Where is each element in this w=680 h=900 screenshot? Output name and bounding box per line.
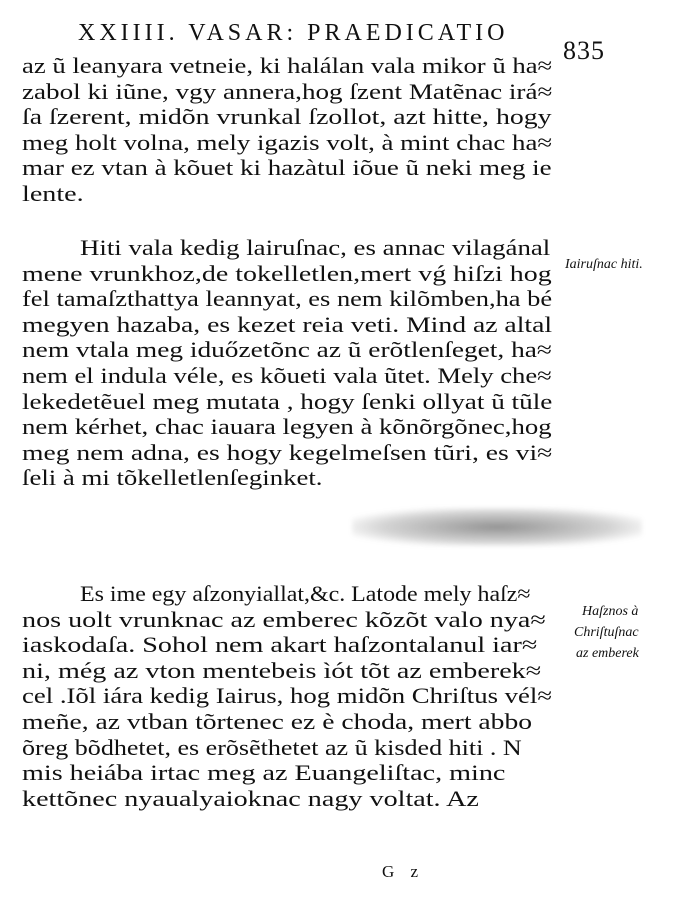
margin-note-1: Iairuſnac hiti. <box>565 257 643 272</box>
text-line: ſa ſzerent, midõn vrunkal ſzollot, azt hitte, hogy <box>22 104 552 130</box>
text-line: ni, még az vton mentebeis ìót tõt az emberek≈ <box>22 657 542 683</box>
text-line: kettõnec nyaualyaioknac nagy voltat. Az <box>22 785 479 811</box>
ink-smudge <box>352 508 642 546</box>
text-line: nem kérhet, chac iauara legyen à kõnõrgõnec,hog <box>22 414 552 440</box>
text-line: az ũ leanyara vetneie, ki halálan vala mikor ũ ha≈ <box>22 53 553 78</box>
text-line: Hiti vala kedig lairuſnac, es annac vilagánal <box>80 235 551 260</box>
page-number: 835 <box>563 36 605 65</box>
text-line: meñe, az vtban tõrtenec ez è choda, mert abbo <box>22 709 533 734</box>
text-line: õreg bõdhetet, es erõsẽthetet az ũ kisded hiti . N <box>22 734 522 760</box>
text-line: meg nem adna, es hogy kegelmeſsen tũri, es vi≈ <box>22 439 553 465</box>
catchword: G z <box>382 862 425 881</box>
text-line: nem vtala meg iduőzetõnc az ũ erõtlenſeget, ha≈ <box>22 337 552 363</box>
text-line: lekedetẽuel meg mutata , hogy ſenki ollyat ũ tũle <box>22 388 553 414</box>
text-line: mene vrunkhoz,de tokelletlen,mert vǵ hiſzi hog <box>22 260 552 286</box>
text-line: nos uolt vrunknac az emberec kõzõt valo nya≈ <box>22 606 546 632</box>
text-line: zabol ki iũne, vgy annera,hog ſzent Matẽnac irá≈ <box>22 78 553 104</box>
margin-note-2-line-2: Chriſtuſnac <box>574 625 639 640</box>
text-line: Es ime egy aſzonyiallat,&c. Latode mely haſz≈ <box>80 581 531 606</box>
text-line: fel tamaſzthattya leannyat, es nem kilõmben,ha bé <box>22 286 553 312</box>
text-line: mis heiába irtac meg az Euangeliſtac, minc <box>22 760 506 786</box>
text-line: nem el indula véle, es kõueti vala ũtet. Mely che≈ <box>22 363 552 388</box>
margin-note-2-line-3: az emberek <box>576 646 639 661</box>
text-line: cel .Iõl iára kedig Iairus, hog midõn Chriſtus vél≈ <box>22 683 553 709</box>
margin-note-2-line-1: Haſznos à <box>582 604 639 619</box>
text-line: mar ez vtan à kõuet ki hazàtul iõue ũ neki meg ie <box>22 155 552 181</box>
text-line: ſeli à mi tõkelletlenſeginket. <box>22 465 323 491</box>
text-line: meg holt volna, mely igazis volt, à mint chac ha≈ <box>22 129 553 155</box>
text-line: iaskodaſa. Sohol nem akart haſzontalanul iar≈ <box>22 632 538 658</box>
text-line: lente. <box>22 181 84 206</box>
text-line: megyen hazaba, es kezet reia veti. Mind az altal <box>22 311 553 337</box>
running-title: XXIIII. VASAR: PRAEDICATIO <box>78 20 509 46</box>
